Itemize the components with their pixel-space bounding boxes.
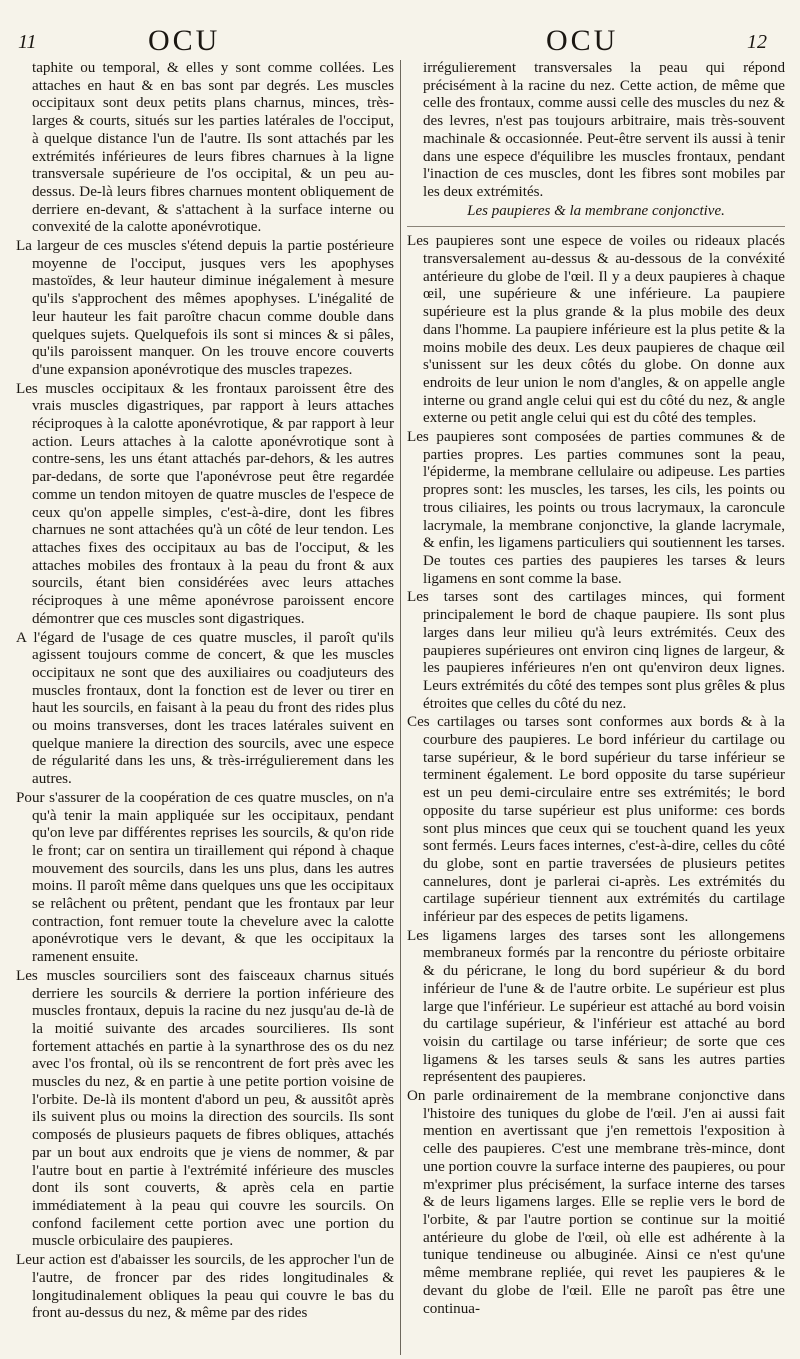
- section-rule: [407, 226, 785, 227]
- paragraph: A l'égard de l'usage de ces quatre muscles, il paroît qu'ils agissent toujours comme de concert, & que les muscles occipitaux ne sont que des auxiliaires ou coadjuteurs des muscles frontaux, dont la fonction est de lever ou tirer en haut les sourcils, en faisant à la peau du front des rides plus ou moins transverses, dont les traces latérales suivent en quelque maniere la direction des sourcils, avec une espece de régularité dans les uns, & très-irrégulierement dans les autres.: [16, 629, 394, 788]
- page-number-left: 11: [18, 31, 37, 53]
- page-number-right: 12: [747, 31, 767, 53]
- paragraph: Les muscles sourciliers sont des faisceaux charnus situés derriere les sourcils & derriere la portion inférieure des muscles frontaux, depuis la racine du nez jusqu'au de-là de la moitié suivante des arcades sourcilieres. Ils sont fortement attachés en partie à la synarthrose des os du nez avec l'os frontal, où ils se rencontrent de fort près avec les muscles du nez, & en partie à une petite portion voisine de l'orbite. De-là ils montent d'abord un peu, & aussitôt après ils suivent plus ou moins la direction des sourcils. Ils sont composés de plusieurs paquets de fibres obliques, attachés par un bout aux endroits que je viens de nommer, & par l'autre bout en partie à l'extrémité inférieure des muscles dont ils sont couverts, & après cela en partie immédiatement à la peau qui couvre les sourcils. On confond facilement cette portion avec une portion du muscle orbiculaire des paupieres.: [16, 967, 394, 1250]
- paragraph: Les paupieres sont composées de parties communes & de parties propres. Les parties communes sont la peau, l'épiderme, la membrane cellulaire ou adipeuse. Les parties propres sont: les muscles, les tarses, les cils, les points ou trous ciliaires, les points ou trous lacrymaux, la caroncule lacrymale, la membrane conjonctive, la glande lacrymale, & enfin, les ligamens particuliers qui soutiennent les tarses. De toutes ces parties des paupieres les tarses & leurs ligamens en sont comme la base.: [407, 429, 785, 587]
- right-column: [407, 60, 785, 1356]
- paragraph: Ces cartilages ou tarses sont conformes aux bords & à la courbure des paupieres. Le bord inférieur du cartilage ou tarse supérieur, & le bord supérieur du tarse inférieur se terminent également. Le bord opposite du tarse supérieur est un peu demi-circulaire entre ses extrémités; le bord opposite du tarse supérieur est plus uniforme: ces bords sont plus minces que ceux qui se touchent quand les yeux sont fermés. Leurs faces internes, c'est-à-dire, celles du côté du globe, sont en partie traversées de plusieurs petites cannelures, dont je parlerai ci-après. Les extrémités du cartilage supérieur tiennent aux extrémités du cartilage inférieur par des especes de petits ligamens.: [407, 714, 785, 926]
- running-head-left: OCU: [148, 24, 221, 57]
- paragraph: Les ligamens larges des tarses sont les allongemens membraneux formés par la rencontre du périoste orbitaire & du péricrane, le long du bord supérieur & du bord inférieur de l'une & de l'autre orbite. Le supérieur est plus large que l'inférieur. Le supérieur est attaché au bord voisin du cartilage supérieur, & l'inférieur est attaché au bord voisin du cartilage ou tarse inférieur; de sorte que ces ligamens & les tarses seuls & sans les autres parties représentent des paupieres.: [407, 927, 785, 1086]
- left-column: [16, 60, 394, 1356]
- paragraph: Les paupieres sont une espece de voiles ou rideaux placés transversalement au-dessus & au-dessous de la convéxité antérieure du globe de l'œil. Il y a deux paupieres à chaque œil, une supérieure & une inférieure. La paupiere supérieure est la plus grande & la plus mobile des deux dans l'homme. La paupiere inférieure est la plus petite & la moins mobile des deux. Les deux paupieres de chaque œil s'unissent sur les deux côtés du globe. On donne aux endroits de leur union le nom d'angles, & on appelle angle interne ou grand angle celui qui est du côté du nez, & angle externe ou petit angle celui qui est du côté des temples.: [407, 233, 785, 427]
- paragraph: Les muscles occipitaux & les frontaux paroissent être des vrais muscles digastriques, par rapport à leurs attaches réciproques à la calotte aponévrotique, & par rapport à leur action. Leurs attaches à la calotte aponévrotique sont à contre-sens, les uns étant attachés par-dehors, & les autres par-dedans, de sorte que l'aponévrose peut être regardée comme un tendon mitoyen de quatre muscles de l'espece de ceux qu'on appelle simples, c'est-à-dire, dont les fibres charnues ne sont attachées qu'à un côté de leur tendon. Les attaches fixes des occipitaux au bas de l'occiput, & les attaches mobiles des frontaux à la peau du front & aux sourcils, étant bien considérées avec leurs attaches réciproques à une même aponévrose paroissent encore démontrer que ces muscles sont digastriques.: [16, 380, 394, 627]
- running-head-right: OCU: [546, 24, 619, 57]
- paragraph: irrégulierement transversales la peau qui répond précisément à la racine du nez. Cette action, de même que celle des frontaux, comme aussi celle des muscles du nez & des levres, n'est pas toujours arbitraire, mais très-souvent machinale & occasionnée. Peut-être servent ils aussi à tenir dans une espece d'équilibre les muscles frontaux, pendant l'inaction de ces muscles, dont les fibres sont mobiles par les deux extrémités.: [423, 60, 785, 200]
- paragraph: Pour s'assurer de la coopération de ces quatre muscles, on n'a qu'à tenir la main appliquée sur les occipitaux, pendant qu'on leve par différentes reprises les sourcils, & qu'on ride le front; car on sentira un tiraillement qui répond à chaque mouvement des sourcils, dans les uns plus, dans les autres moins. Il paroît même dans quelques uns que les occipitaux se relâchent ou prêtent, pendant que les frontaux par leur contraction, font remuer toute la chevelure avec la calotte aponévrotique vers le devant, & que les occipitaux la ramenent ensuite.: [16, 789, 394, 966]
- column-divider: [400, 60, 401, 1355]
- paragraph: La largeur de ces muscles s'étend depuis la partie postérieure moyenne de l'occiput, jusques vers les apophyses mastoïdes, & leur hauteur diminue inégalement à mesure qu'ils s'approchent des mêmes apophyses. L'inégalité de leur hauteur les fait paroître chacun comme double dans quelques sujets. Quelquefois ils sont si minces & si pâles, qu'ils paroissent manquer. On les trouve encore couverts d'une expansion aponévrotique des muscles trapezes.: [16, 238, 394, 378]
- page-header: [0, 0, 800, 62]
- paragraph: Les tarses sont des cartilages minces, qui forment principalement le bord de chaque paupiere. Ils sont plus larges dans leur milieu qu'à leurs extrémités. Ceux des paupieres supérieures ont environ cinq lignes de largeur, & les paupieres inférieures n'en ont qu'environ deux lignes. Leurs extrémités du côté des tempes sont plus grêles & plus étroites que celles du côté du nez.: [407, 589, 785, 712]
- section-title: Les paupieres & la membrane conjonctive.: [467, 202, 725, 219]
- paragraph: taphite ou temporal, & elles y sont comme collées. Les attaches en haut & en bas sont par degrés. Les muscles occipitaux sont deux petits plans charnus, minces, très-larges & courts, situés sur les parties latérales de l'occiput, à quelque distance l'un de l'autre. Ils sont attachés par les extrémités inférieures de leurs fibres charnues à la ligne transversale supérieure de l'os occipital, & un peu au-dessus. De-là leurs fibres charnues montent obliquement de derriere en-devant, & s'attachent à la surface interne ou convexité de la calotte aponévrotique.: [32, 60, 394, 236]
- paragraph: Leur action est d'abaisser les sourcils, de les approcher l'un de l'autre, de froncer par des rides longitudinales & longitudinalement obliques la peau qui couvre le bas du front au-dessus du nez, & même par des rides: [16, 1252, 394, 1322]
- paragraph: On parle ordinairement de la membrane conjonctive dans l'histoire des tuniques du globe de l'œil. J'en ai aussi fait mention en avertissant que j'en remettois l'exposition à celle des paupieres. C'est une membrane très-mince, dont une portion couvre la surface interne des paupieres, ou pour m'exprimer plus précisément, la surface interne des tarses & de leurs ligamens larges. Elle se replie vers le bord de l'orbite, & par l'autre portion se continue sur la moitié antérieure du globe de l'œil, où elle est adhérente à la tunique tendineuse ou albuginée. Ainsi ce n'est qu'une même membrane repliée, qui revet les paupieres & le devant du globe de l'œil. Elle ne paroît pas être une continua-: [407, 1088, 785, 1317]
